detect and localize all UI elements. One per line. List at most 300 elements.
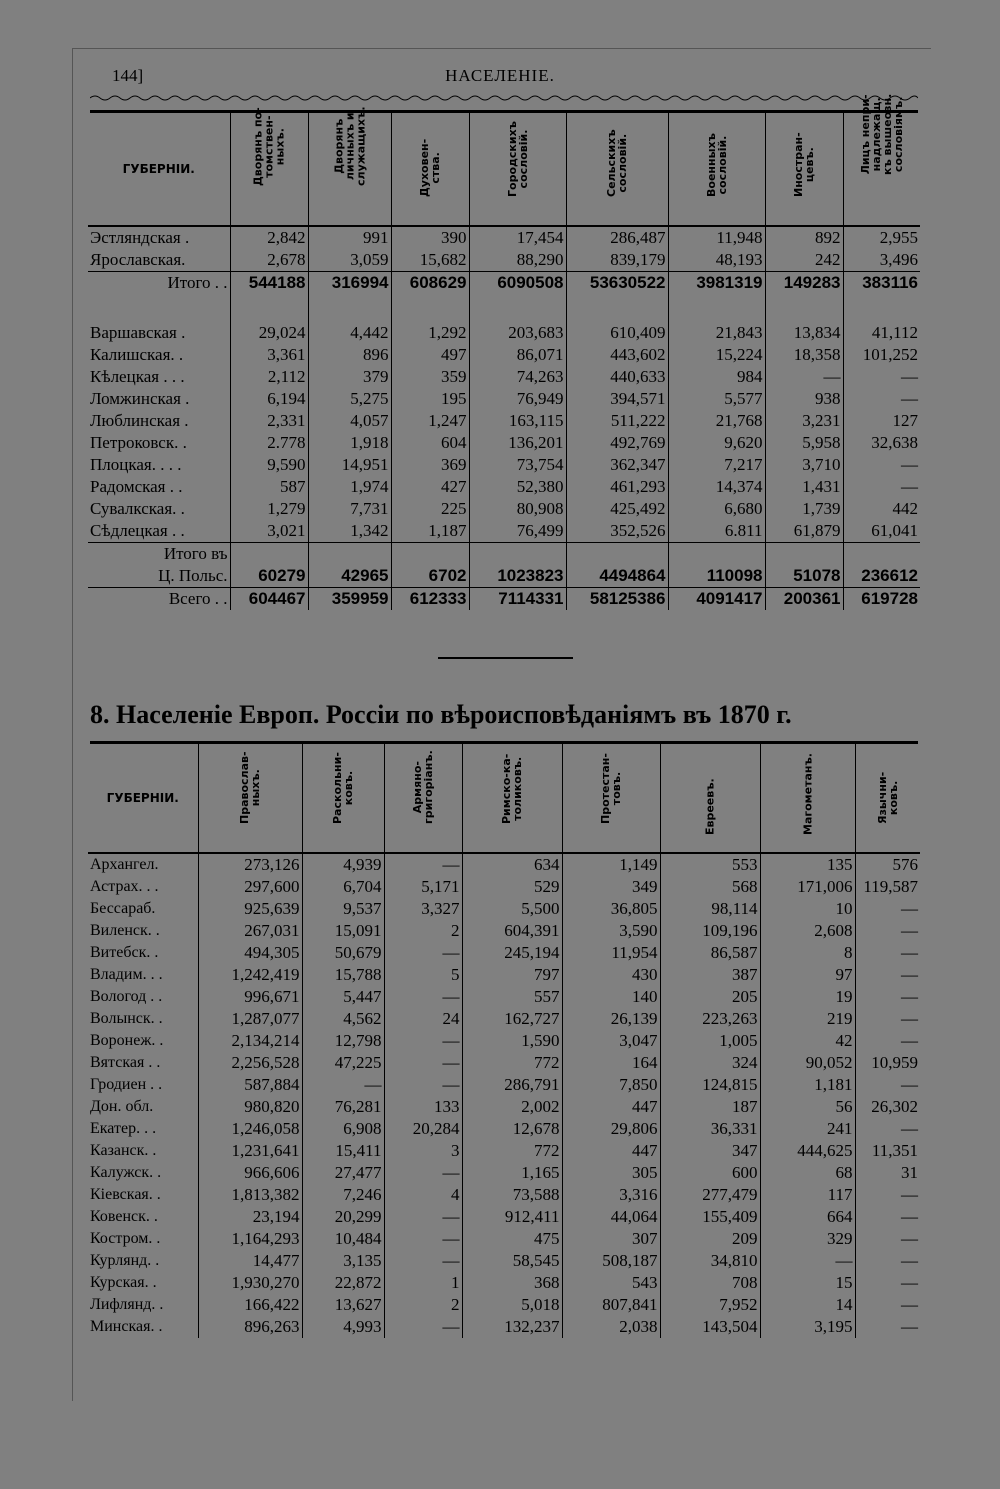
cell-value: 390 [391, 226, 469, 249]
table-row [88, 1184, 920, 1206]
cell-value: — [901, 1009, 918, 1028]
cell-value: 1,431 [765, 476, 843, 498]
table-row [88, 1250, 920, 1272]
cell-value: 991 [308, 226, 391, 249]
cell-value: 2,002 [462, 1096, 562, 1118]
cell-value: — [302, 1074, 384, 1096]
cell-value: 1,165 [462, 1162, 562, 1184]
cell-value: 209 [660, 1228, 760, 1250]
cell-value: — [901, 943, 918, 962]
cell-value: 149283 [765, 272, 843, 295]
table-row [88, 1228, 920, 1250]
table-row [88, 498, 920, 520]
cell-value: 162,727 [462, 1008, 562, 1030]
cell-value: — [901, 1075, 918, 1094]
cell-value: 425,492 [566, 498, 668, 520]
row-label: Итого . . [88, 272, 230, 295]
cell-value: — [384, 942, 462, 964]
cell-value: 14 [760, 1294, 855, 1316]
empty-cell [308, 294, 391, 322]
cell-value: 203,683 [469, 322, 566, 344]
cell-value: 3 [384, 1140, 462, 1162]
cell-value: 4,562 [302, 1008, 384, 1030]
cell-value: 7,246 [302, 1184, 384, 1206]
cell-value: 15,224 [668, 344, 765, 366]
row-label: Архангел. [88, 853, 198, 876]
cell-value: 205 [660, 986, 760, 1008]
cell-value: 608629 [391, 272, 469, 295]
column-header-label: Римско-ка- толиковъ. [500, 753, 524, 824]
cell-value: 117 [760, 1184, 855, 1206]
section-title: 8. Населеніе Европ. Россіи по вѣроисповѣданіямъ въ 1870 г. [90, 700, 792, 729]
cell-value: 4 [384, 1184, 462, 1206]
row-label: Костром. . [88, 1228, 198, 1250]
cell-value: — [901, 389, 918, 408]
cell-value: 807,841 [562, 1294, 660, 1316]
cell-value: 119,587 [863, 877, 918, 896]
cell-value: 86,587 [660, 942, 760, 964]
row-label: Виленск. . [88, 920, 198, 942]
cell-value: 4,442 [308, 322, 391, 344]
table-row [88, 1206, 920, 1228]
cell-value: 11,948 [668, 226, 765, 249]
empty-cell [765, 543, 843, 566]
cell-value: 36,331 [660, 1118, 760, 1140]
page-title: НАСЕЛЕНІЕ. [445, 66, 555, 85]
table-row [88, 249, 920, 272]
cell-value: 508,187 [562, 1250, 660, 1272]
row-label: Владим. . . [88, 964, 198, 986]
table-row [88, 986, 920, 1008]
column-header [760, 744, 855, 853]
cell-value: 7,217 [668, 454, 765, 476]
row-label: Лифлянд. . [88, 1294, 198, 1316]
cell-value: 587,884 [198, 1074, 302, 1096]
table-row [88, 344, 920, 366]
cell-value: 5,500 [462, 898, 562, 920]
row-label: Кіевская. . [88, 1184, 198, 1206]
cell-value: 52,380 [469, 476, 566, 498]
cell-value: 7,952 [660, 1294, 760, 1316]
cell-value: — [765, 366, 843, 388]
cell-value: 155,409 [660, 1206, 760, 1228]
cell-value: 6,680 [668, 498, 765, 520]
column-header-label: Дворянъ по- томствен- ныхъ. [251, 107, 287, 186]
row-label: Всего . . [88, 588, 230, 611]
cell-value: 26,139 [562, 1008, 660, 1030]
row-label: Ярославская. [88, 249, 230, 272]
cell-value: 1,342 [308, 520, 391, 543]
cell-value: 839,179 [566, 249, 668, 272]
cell-value: 219 [760, 1008, 855, 1030]
cell-value: 26,302 [871, 1097, 918, 1116]
cell-value: 3,231 [765, 410, 843, 432]
table-row [88, 388, 920, 410]
cell-value: 2,678 [230, 249, 308, 272]
cell-value: 225 [391, 498, 469, 520]
subtotal-label-row [88, 543, 920, 566]
cell-value: 5,447 [302, 986, 384, 1008]
cell-value: 604467 [230, 588, 308, 611]
cell-value: 76,281 [302, 1096, 384, 1118]
cell-value: 1,181 [760, 1074, 855, 1096]
cell-value: — [901, 367, 918, 386]
cell-value: 297,600 [198, 876, 302, 898]
cell-value: 2 [384, 1294, 462, 1316]
cell-value: 980,820 [198, 1096, 302, 1118]
row-label: Кѣлецкая . . . [88, 366, 230, 388]
cell-value: — [384, 1206, 462, 1228]
cell-value: 3,195 [760, 1316, 855, 1338]
column-header [462, 744, 562, 853]
column-header [230, 107, 308, 226]
table-row [88, 1052, 920, 1074]
cell-value: 6,704 [302, 876, 384, 898]
cell-value: 1,005 [660, 1030, 760, 1052]
cell-value: 22,872 [302, 1272, 384, 1294]
cell-value: 349 [562, 876, 660, 898]
cell-value: 4,057 [308, 410, 391, 432]
table-row [88, 520, 920, 543]
cell-value: 3,021 [230, 520, 308, 543]
cell-value: 1,247 [391, 410, 469, 432]
empty-cell [843, 294, 920, 322]
cell-value: 86,071 [469, 344, 566, 366]
cell-value: 44,064 [562, 1206, 660, 1228]
column-header-label: Православ- ныхъ. [238, 751, 262, 824]
cell-value: 7,850 [562, 1074, 660, 1096]
column-header [765, 113, 843, 226]
cell-value: 4494864 [566, 565, 668, 588]
table-row [88, 1316, 920, 1338]
cell-value: 1,918 [308, 432, 391, 454]
cell-value: 267,031 [198, 920, 302, 942]
cell-value: — [901, 1185, 918, 1204]
empty-cell [668, 294, 765, 322]
cell-value: 1,187 [391, 520, 469, 543]
empty-cell [391, 294, 469, 322]
cell-value: — [384, 1074, 462, 1096]
cell-value: 24 [384, 1008, 462, 1030]
row-label: Сѣдлецкая . . [88, 520, 230, 543]
cell-value: 362,347 [566, 454, 668, 476]
table-row [88, 454, 920, 476]
cell-value: 11,351 [871, 1141, 918, 1160]
table-row [88, 1140, 920, 1162]
cell-value: 9,537 [302, 898, 384, 920]
cell-value: 187 [660, 1096, 760, 1118]
subtotal-row [88, 565, 920, 588]
cell-value: 557 [462, 986, 562, 1008]
cell-value: 3,047 [562, 1030, 660, 1052]
row-label: Екатер. . . [88, 1118, 198, 1140]
cell-value: 88,290 [469, 249, 566, 272]
population-by-estate-table [88, 93, 920, 610]
cell-value: 15,411 [302, 1140, 384, 1162]
cell-value: 19 [760, 986, 855, 1008]
cell-value: 461,293 [566, 476, 668, 498]
cell-value: 494,305 [198, 942, 302, 964]
cell-value: 600 [660, 1162, 760, 1184]
cell-value: 6,908 [302, 1118, 384, 1140]
total-row [88, 272, 920, 295]
cell-value: 15,682 [391, 249, 469, 272]
table-row [88, 964, 920, 986]
table-row [88, 1008, 920, 1030]
cell-value: 133 [384, 1096, 462, 1118]
cell-value: 1,930,270 [198, 1272, 302, 1294]
cell-value: — [384, 1052, 462, 1074]
cell-value: 140 [562, 986, 660, 1008]
cell-value: 2,955 [879, 228, 918, 247]
cell-value: 5,577 [668, 388, 765, 410]
cell-value: 97 [760, 964, 855, 986]
cell-value: 11,954 [562, 942, 660, 964]
cell-value: 896,263 [198, 1316, 302, 1338]
cell-value: 2,256,528 [198, 1052, 302, 1074]
cell-value: 195 [391, 388, 469, 410]
column-header-label: Армяно- григоріанъ. [411, 750, 435, 824]
cell-value: 135 [760, 853, 855, 876]
cell-value: 13,627 [302, 1294, 384, 1316]
cell-value: 359959 [308, 588, 391, 611]
row-label: Курская. . [88, 1272, 198, 1294]
cell-value: 132,237 [462, 1316, 562, 1338]
cell-value: 73,588 [462, 1184, 562, 1206]
cell-value: 4,939 [302, 853, 384, 876]
cell-value: 42965 [308, 565, 391, 588]
column-header-label: Военныхъ сословій. [704, 133, 729, 197]
cell-value: 277,479 [660, 1184, 760, 1206]
cell-value: 708 [660, 1272, 760, 1294]
row-label: Ковенск. . [88, 1206, 198, 1228]
cell-value: 286,487 [566, 226, 668, 249]
row-label: Люблинская . [88, 410, 230, 432]
cell-value: 3,361 [230, 344, 308, 366]
cell-value: — [901, 1119, 918, 1138]
cell-value: 20,299 [302, 1206, 384, 1228]
cell-value: 68 [760, 1162, 855, 1184]
grand-total-row [88, 588, 920, 611]
cell-value: 136,201 [469, 432, 566, 454]
cell-value: 1,739 [765, 498, 843, 520]
cell-value: 568 [660, 876, 760, 898]
cell-value: 2,038 [562, 1316, 660, 1338]
cell-value: 2 [384, 920, 462, 942]
cell-value: 76,949 [469, 388, 566, 410]
cell-value: 1,149 [562, 853, 660, 876]
cell-value: 127 [892, 411, 918, 430]
cell-value: 444,625 [760, 1140, 855, 1162]
empty-cell [230, 543, 308, 566]
cell-value: 3981319 [668, 272, 765, 295]
table-row [88, 432, 920, 454]
cell-value: 15 [760, 1272, 855, 1294]
cell-value: 109,196 [660, 920, 760, 942]
cell-value: 544188 [230, 272, 308, 295]
cell-value: 7,731 [308, 498, 391, 520]
cell-value: 797 [462, 964, 562, 986]
column-header-label: Лицъ непри- надлежащ. къ вышеозн. сословіямъ. [858, 93, 905, 175]
cell-value: 984 [668, 366, 765, 388]
cell-value: 1,292 [391, 322, 469, 344]
cell-value: 10 [760, 898, 855, 920]
cell-value: 387 [660, 964, 760, 986]
cell-value: 5,275 [308, 388, 391, 410]
cell-value: 7114331 [469, 588, 566, 611]
table-row [88, 1162, 920, 1184]
empty-cell [469, 543, 566, 566]
cell-value: 3,316 [562, 1184, 660, 1206]
cell-value: 912,411 [462, 1206, 562, 1228]
cell-value: 610,409 [566, 322, 668, 344]
table-row [88, 410, 920, 432]
cell-value: 6,194 [230, 388, 308, 410]
cell-value: 273,126 [198, 853, 302, 876]
column-header [668, 113, 765, 226]
row-label: Варшавская . [88, 322, 230, 344]
cell-value: 27,477 [302, 1162, 384, 1184]
cell-value: 73,754 [469, 454, 566, 476]
cell-value: 3,327 [384, 898, 462, 920]
cell-value: 324 [660, 1052, 760, 1074]
cell-value: — [901, 1295, 918, 1314]
page-number: 144] [112, 66, 144, 85]
cell-value: 1,813,382 [198, 1184, 302, 1206]
cell-value: 29,806 [562, 1118, 660, 1140]
cell-value: — [901, 899, 918, 918]
cell-value: 245,194 [462, 942, 562, 964]
cell-value: 576 [892, 855, 918, 874]
table-row [88, 853, 920, 876]
cell-value: 1,246,058 [198, 1118, 302, 1140]
cell-value: 2.778 [230, 432, 308, 454]
cell-value: 14,374 [668, 476, 765, 498]
cell-value: 2,112 [230, 366, 308, 388]
cell-value: 2,134,214 [198, 1030, 302, 1052]
cell-value: 18,358 [765, 344, 843, 366]
cell-value: 20,284 [384, 1118, 462, 1140]
cell-value: 394,571 [566, 388, 668, 410]
cell-value: 200361 [765, 588, 843, 611]
column-header-label: Раскольни- ковъ. [331, 752, 355, 824]
row-label: Курлянд. . [88, 1250, 198, 1272]
column-header [302, 744, 384, 853]
cell-value: 892 [765, 226, 843, 249]
cell-value: 36,805 [562, 898, 660, 920]
empty-cell [391, 543, 469, 566]
cell-value: — [901, 1229, 918, 1248]
row-label: Вятская . . [88, 1052, 198, 1074]
row-label: Казанск. . [88, 1140, 198, 1162]
cell-value: 5,171 [384, 876, 462, 898]
cell-value: 61,879 [765, 520, 843, 543]
cell-value: 619728 [843, 588, 920, 611]
cell-value: 76,499 [469, 520, 566, 543]
cell-value: 10,484 [302, 1228, 384, 1250]
cell-value: 427 [391, 476, 469, 498]
cell-value: 12,678 [462, 1118, 562, 1140]
cell-value: 634 [462, 853, 562, 876]
cell-value: — [384, 986, 462, 1008]
cell-value: 369 [391, 454, 469, 476]
cell-value: 1,242,419 [198, 964, 302, 986]
cell-value: 8 [760, 942, 855, 964]
column-header [391, 113, 469, 226]
column-header [660, 744, 760, 853]
cell-value: — [901, 1317, 918, 1336]
cell-value: 604,391 [462, 920, 562, 942]
cell-value: 1,287,077 [198, 1008, 302, 1030]
cell-value: 587 [230, 476, 308, 498]
row-label: Ломжинская . [88, 388, 230, 410]
row-label: Волынск. . [88, 1008, 198, 1030]
cell-value: 440,633 [566, 366, 668, 388]
cell-value: — [901, 1273, 918, 1292]
cell-value: 6.811 [668, 520, 765, 543]
cell-value: 15,091 [302, 920, 384, 942]
cell-value: 61,041 [871, 521, 918, 540]
cell-value: 241 [760, 1118, 855, 1140]
empty-cell [765, 294, 843, 322]
cell-value: 511,222 [566, 410, 668, 432]
cell-value: 492,769 [566, 432, 668, 454]
cell-value: 50,679 [302, 942, 384, 964]
column-header-label: Иностран- цевъ. [792, 132, 816, 197]
cell-value: 1,279 [230, 498, 308, 520]
row-label: Бессараб. [88, 898, 198, 920]
wavy-divider [90, 94, 918, 102]
empty-cell [668, 543, 765, 566]
cell-value: 896 [308, 344, 391, 366]
empty-cell [88, 294, 230, 322]
cell-value: 90,052 [760, 1052, 855, 1074]
section-separator [438, 657, 573, 659]
cell-value: 3,710 [765, 454, 843, 476]
cell-value: 47,225 [302, 1052, 384, 1074]
page-header [0, 66, 1000, 92]
table-row [88, 1030, 920, 1052]
cell-value: 2,842 [230, 226, 308, 249]
cell-value: 329 [760, 1228, 855, 1250]
cell-value: 925,639 [198, 898, 302, 920]
cell-value: 110098 [668, 565, 765, 588]
cell-value: 379 [308, 366, 391, 388]
cell-value: 938 [765, 388, 843, 410]
cell-value: 74,263 [469, 366, 566, 388]
cell-value: 242 [765, 249, 843, 272]
cell-value: 2,331 [230, 410, 308, 432]
cell-value: 48,193 [668, 249, 765, 272]
table-row [88, 1096, 920, 1118]
cell-value: — [384, 1250, 462, 1272]
cell-value: 5 [384, 964, 462, 986]
row-label: Ц. Польс. [88, 565, 230, 588]
cell-value: — [760, 1250, 855, 1272]
cell-value: — [384, 1316, 462, 1338]
cell-value: 3,059 [308, 249, 391, 272]
table-row [88, 1074, 920, 1096]
row-label: Итого въ [88, 543, 230, 566]
cell-value: 60279 [230, 565, 308, 588]
cell-value: 430 [562, 964, 660, 986]
cell-value: 1,231,641 [198, 1140, 302, 1162]
cell-value: 368 [462, 1272, 562, 1294]
row-label: Петроковск. . [88, 432, 230, 454]
cell-value: 163,115 [469, 410, 566, 432]
empty-cell [308, 543, 391, 566]
cell-value: 996,671 [198, 986, 302, 1008]
